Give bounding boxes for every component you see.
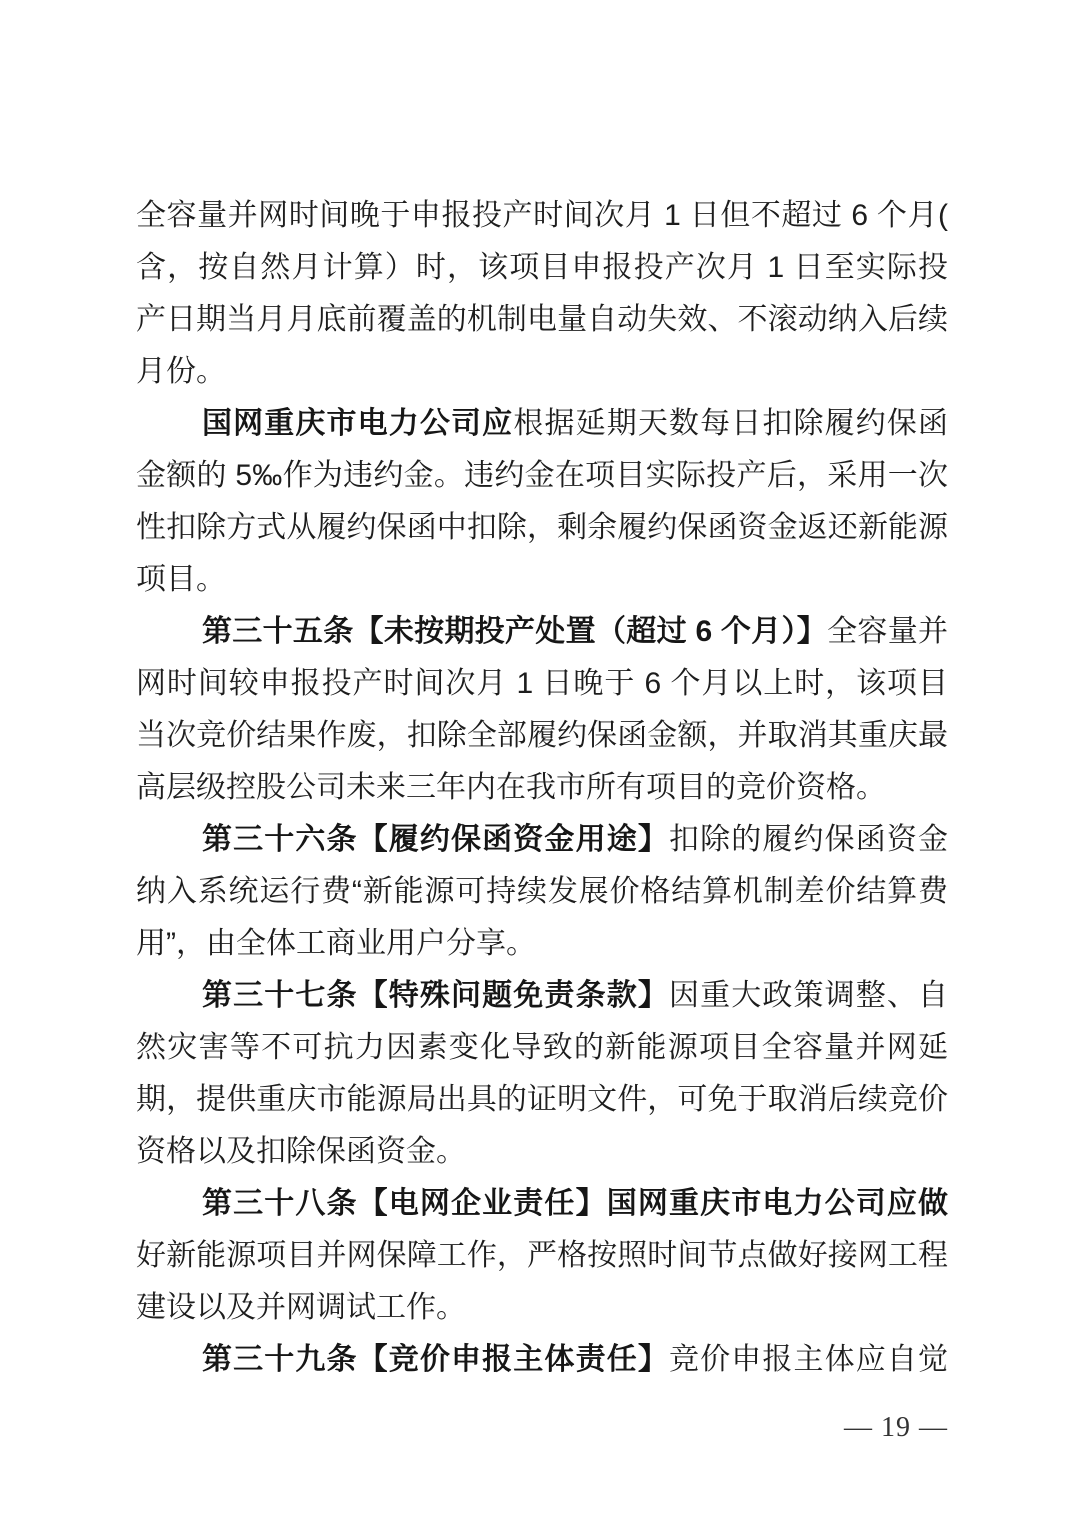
bold-text-segment: 第三十六条【履约保函资金用途】 <box>202 823 669 856</box>
bold-text-segment: 国网重庆市电力公司应 <box>202 407 514 440</box>
bold-text-segment: 第三十五条【未按期投产处置（超过 6 个月）】 <box>202 615 828 648</box>
text-segment: 扣除的履约保函资金纳入系统运行费“新能源可持续发展价格结算机制差价结算费用”，由全体工商业用户分享。 <box>136 823 949 960</box>
paragraph <box>136 1334 948 1386</box>
paragraph <box>136 1178 948 1334</box>
page-number: — 19 — <box>844 1412 948 1443</box>
bold-text-segment: 第三十八条【电网企业责任】国网重庆市电力公司应做 <box>202 1187 948 1220</box>
paragraph <box>136 814 948 970</box>
text-segment: 全容量并网时间较申报投产时间次月 1 日晚于 6 个月以上时，该项目当次竞价结果作废，扣除全部履约保函金额，并取消其重庆最高层级控股公司未来三年内在我市所有项目的竞价资格。 <box>136 615 948 804</box>
paragraph <box>136 398 948 606</box>
paragraph <box>136 190 948 398</box>
bold-text-segment: 第三十九条【竞价申报主体责任】 <box>202 1343 669 1376</box>
text-segment: 全容量并网时间晚于申报投产时间次月 1 日但不超过 6 个月( 含，按自然月计算）时，该项目申报投产次月 1 日至实际投产日期当月月底前覆盖的机制电量自动失效、不滚动纳入后续月份。 <box>136 199 948 388</box>
text-segment: 根据延期天数每日扣除履约保函金额的 5‰作为违约金。违约金在项目实际投产后，采用一次性扣除方式从履约保函中扣除，剩余履约保函资金返还新能源项目。 <box>136 407 949 596</box>
text-segment: 好新能源项目并网保障工作，严格按照时间节点做好接网工程建设以及并网调试工作。 <box>136 1239 948 1324</box>
paragraph <box>136 970 948 1178</box>
text-segment: 因重大政策调整、自然灾害等不可抗力因素变化导致的新能源项目全容量并网延期，提供重庆市能源局出具的证明文件，可免于取消后续竞价资格以及扣除保函资金。 <box>136 979 949 1168</box>
text-segment: 竞价申报主体应自觉 <box>668 1343 949 1376</box>
document-body <box>136 190 948 1386</box>
bold-text-segment: 第三十七条【特殊问题免责条款】 <box>202 979 669 1012</box>
paragraph <box>136 606 948 814</box>
